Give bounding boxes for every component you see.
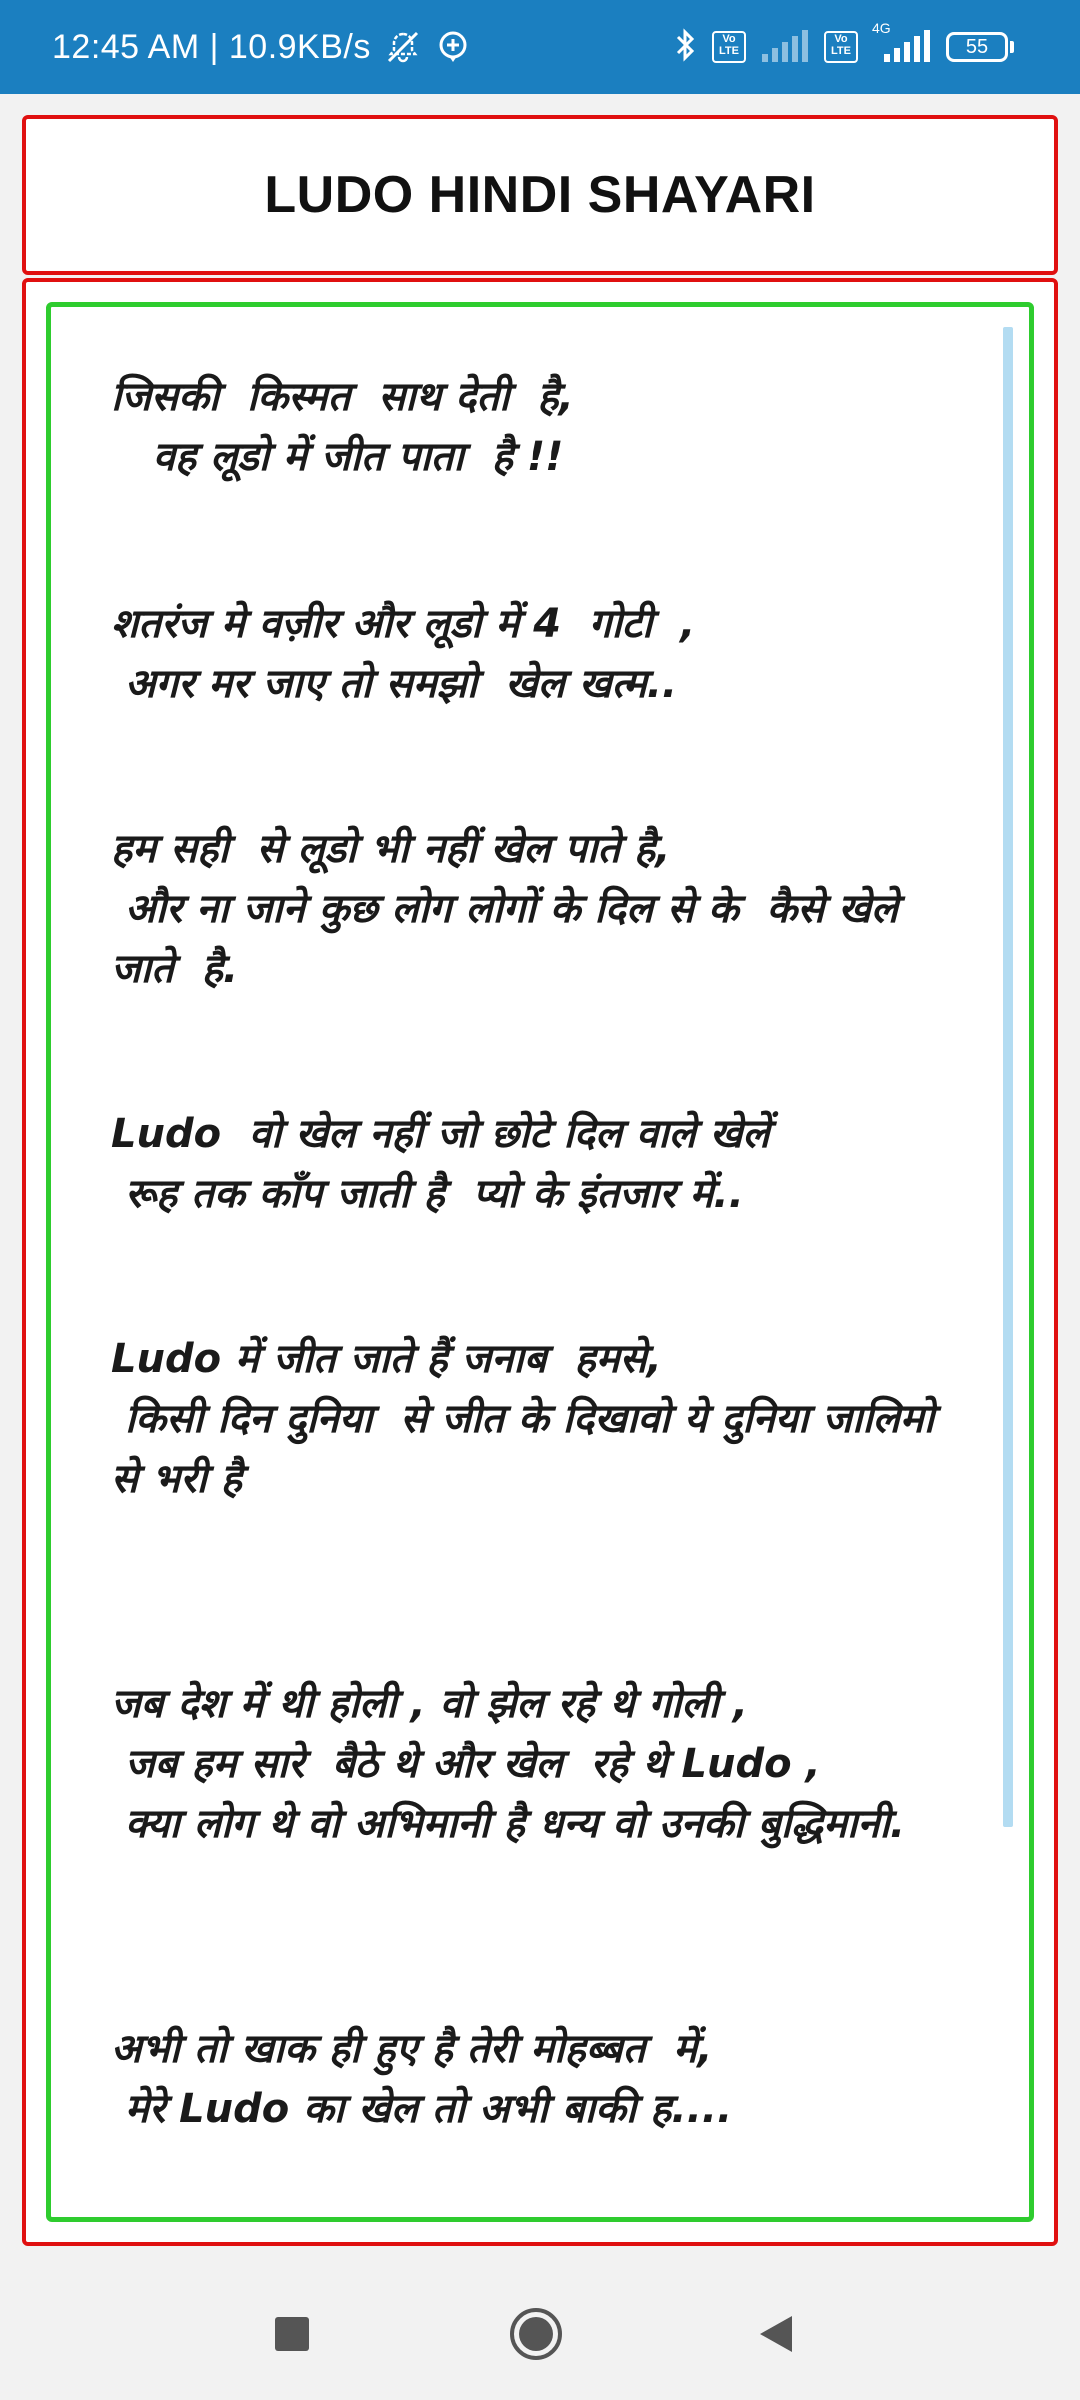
signal-icon (760, 28, 810, 66)
shayari-scroll-area[interactable] (46, 302, 1034, 2222)
volte-icon: Vo LTE (712, 31, 746, 63)
shayari-item: शतरंज मे वज़ीर और लूडो में 4 गोटी , अगर मर जाए तो समझो खेल खत्म.. (111, 601, 696, 707)
status-right (674, 0, 1014, 94)
back-triangle-icon (756, 2312, 796, 2356)
status-left (52, 0, 471, 94)
back-button[interactable] (740, 2298, 812, 2370)
shayari-item: Ludo वो खेल नहीं जो छोटे दिल वाले खेलें रूह तक काँप जाती है प्यो के इंतजार में.. (111, 1111, 770, 1217)
shayari-item: Ludo में जीत जाते हैं जनाब हमसे, किसी दिन दुनिया से जीत के दिखावो ये दुनिया जालिमो से भरी है (111, 1336, 935, 1502)
scrollbar[interactable] (1003, 327, 1013, 1827)
square-icon (272, 2314, 312, 2354)
battery-tip (1010, 41, 1014, 53)
location-icon (435, 27, 471, 67)
signal-icon (872, 20, 932, 66)
navigation-bar (0, 2268, 1080, 2400)
shayari-list (111, 367, 971, 2139)
circle-icon (508, 2306, 564, 2362)
title-card (22, 115, 1058, 275)
page-title: LUDO HINDI SHAYARI (264, 166, 816, 224)
battery-icon (946, 32, 1014, 62)
mute-icon (383, 27, 423, 67)
shayari-item: अभी तो खाक ही हुए है तेरी मोहब्बत में, मेरे Ludo का खेल तो अभी बाकी ह.... (111, 2026, 733, 2132)
status-bar (0, 0, 1080, 94)
battery-level: 55 (946, 32, 1008, 62)
time-network-speed: 12:45 AM | 10.9KB/s (52, 27, 371, 66)
network-type: 4G (872, 20, 891, 36)
volte-icon: Vo LTE (824, 31, 858, 63)
shayari-item: जब देश में थी होली , वो झेल रहे थे गोली , जब हम सारे बैठे थे और खेल रहे थे Ludo , क्या लोग थे वो अभिमानी है धन्य वो उनकी बुद्धिमानी. (111, 1681, 906, 1847)
content-card (22, 278, 1058, 2246)
bluetooth-icon (674, 25, 698, 69)
shayari-item: जिसकी किस्मत साथ देती है, वह लूडो में जीत पाता है !! (111, 374, 574, 480)
home-button[interactable] (500, 2298, 572, 2370)
recent-apps-button[interactable] (256, 2298, 328, 2370)
shayari-item: हम सही से लूडो भी नहीं खेल पाते है, और ना जाने कुछ लोग लोगों के दिल से के कैसे खेले जाते है. (111, 826, 899, 992)
